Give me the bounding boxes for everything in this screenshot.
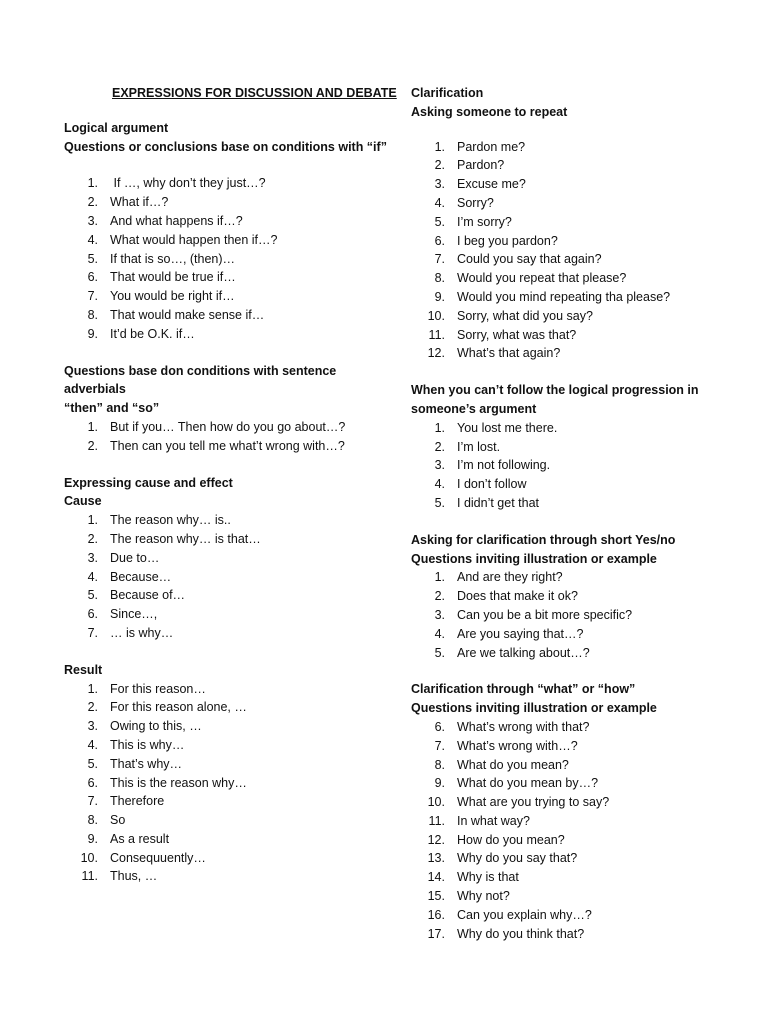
list-item — [64, 250, 399, 269]
list-item — [411, 793, 741, 812]
list-item-text: In what way? — [457, 813, 530, 828]
list-item — [411, 269, 741, 288]
list-item — [411, 288, 741, 307]
list-item-number: 7. — [87, 794, 98, 809]
list-item-text: And what happens if…? — [110, 213, 243, 228]
section-subheading: Asking someone to repeat — [411, 104, 568, 119]
list-item — [64, 437, 399, 456]
list-item — [411, 456, 741, 475]
list-item-text: Sorry? — [457, 195, 494, 210]
list-item — [64, 774, 399, 793]
list-item-text: If …, why don’t they just…? — [110, 176, 266, 191]
list-item-number: 15. — [427, 889, 445, 904]
list-item-text: What do you mean by…? — [457, 776, 599, 791]
list-item-text: Sorry, what did you say? — [457, 308, 593, 323]
list-item — [64, 849, 399, 868]
list-item-text: Since…, — [110, 607, 158, 622]
list-item — [64, 193, 399, 212]
list-item-text: For this reason… — [110, 681, 206, 696]
list-item-text: This is why… — [110, 737, 185, 752]
list-item-number: 2. — [87, 438, 98, 453]
list-item-text: I beg you pardon? — [457, 233, 558, 248]
list-item-number: 7. — [434, 738, 445, 753]
list-item-text: Does that make it ok? — [457, 589, 578, 604]
list-item — [64, 549, 399, 568]
list-item — [411, 175, 741, 194]
list-item-text: I’m lost. — [457, 439, 501, 454]
list-item — [411, 925, 741, 944]
list-item-text: Why do you say that? — [457, 851, 578, 866]
section-yes-no — [411, 531, 741, 663]
list-item-text: Can you be a bit more specific? — [457, 607, 633, 622]
list-item-text: I’m not following. — [457, 458, 551, 473]
list-item-number: 4. — [434, 626, 445, 641]
list-item-number: 1. — [434, 139, 445, 154]
list-item-text: What’s wrong with…? — [457, 738, 578, 753]
repeat-list — [411, 138, 741, 364]
list-item — [64, 568, 399, 587]
adverbials-list — [64, 418, 399, 456]
section-logical-argument — [64, 119, 399, 344]
list-item-number: 3. — [434, 607, 445, 622]
list-item-number: 4. — [87, 232, 98, 247]
list-item-number: 6. — [87, 270, 98, 285]
left-column — [64, 84, 399, 886]
list-item-text: What are you trying to say? — [457, 795, 610, 810]
list-item-number: 2. — [434, 158, 445, 173]
section-asking-to-repeat — [411, 84, 741, 363]
list-item-number: 9. — [87, 831, 98, 846]
list-item-number: 2. — [434, 589, 445, 604]
list-item — [411, 718, 741, 737]
section-subheading: Cause — [64, 494, 102, 509]
list-item — [411, 307, 741, 326]
list-item-text: What would happen then if…? — [110, 232, 278, 247]
list-item-number: 2. — [87, 700, 98, 715]
list-item-text: What do you mean? — [457, 757, 569, 772]
list-item — [64, 530, 399, 549]
list-item-number: 13. — [427, 851, 445, 866]
list-item-text: This is the reason why… — [110, 775, 247, 790]
list-item-text: That would be true if… — [110, 270, 236, 285]
list-item-text: Sorry, what was that? — [457, 327, 577, 342]
list-item-text: But if you… Then how do you go about…? — [110, 419, 346, 434]
list-item — [411, 812, 741, 831]
list-item — [411, 494, 741, 513]
list-item-text: So — [110, 813, 126, 828]
list-item-number: 11. — [81, 869, 98, 884]
list-item-text: Could you say that again? — [457, 252, 602, 267]
list-item-number: 1. — [87, 513, 98, 528]
list-item-number: 5. — [434, 495, 445, 510]
list-item-text: Therefore — [110, 794, 165, 809]
list-item-number: 7. — [87, 289, 98, 304]
list-item — [411, 906, 741, 925]
list-item-number: 4. — [434, 195, 445, 210]
list-item-text: You would be right if… — [110, 289, 235, 304]
whathow-list — [411, 718, 741, 944]
list-item-text: Would you mind repeating tha please? — [457, 289, 671, 304]
list-item-text: Consequuently… — [110, 850, 206, 865]
list-item — [64, 811, 399, 830]
list-item-text: The reason why… is.. — [110, 513, 231, 528]
section-heading-cont: someone’s argument — [411, 401, 537, 416]
list-item — [64, 325, 399, 344]
list-item — [64, 306, 399, 325]
list-item — [64, 231, 399, 250]
list-item-text: Can you explain why…? — [457, 907, 592, 922]
result-list — [64, 680, 399, 887]
list-item-number: 8. — [87, 813, 98, 828]
section-what-how — [411, 680, 741, 943]
list-item — [411, 756, 741, 775]
list-item — [411, 774, 741, 793]
section-heading: Questions base don conditions with sentence adverbials — [64, 363, 337, 397]
list-item — [64, 680, 399, 699]
list-item-text: If that is so…, (then)… — [110, 251, 236, 266]
list-item-number: 2. — [434, 439, 445, 454]
list-item-number: 8. — [434, 757, 445, 772]
section-heading: When you can’t follow the logical progression in — [411, 383, 699, 398]
list-item — [411, 606, 741, 625]
list-item-number: 5. — [87, 756, 98, 771]
list-item — [411, 438, 741, 457]
list-item — [411, 232, 741, 251]
list-item — [64, 418, 399, 437]
list-item-text: I didn’t get that — [457, 495, 540, 510]
list-item — [411, 419, 741, 438]
document-title: EXPRESSIONS FOR DISCUSSION AND DEBATE — [112, 86, 397, 100]
list-item-number: 1. — [87, 681, 98, 696]
list-item-number: 4. — [434, 477, 445, 492]
list-item-number: 5. — [434, 645, 445, 660]
list-item-text: Would you repeat that please? — [457, 271, 627, 286]
list-item-text: For this reason alone, … — [110, 700, 247, 715]
list-item-text: And are they right? — [457, 570, 563, 585]
list-item-number: 8. — [434, 271, 445, 286]
list-item — [64, 174, 399, 193]
list-item-number: 1. — [434, 420, 445, 435]
list-item — [411, 831, 741, 850]
list-item-text: Pardon me? — [457, 139, 526, 154]
list-item — [411, 250, 741, 269]
list-item-text: Why not? — [457, 889, 510, 904]
list-item-text: That would make sense if… — [110, 307, 265, 322]
list-item — [411, 849, 741, 868]
list-item — [411, 344, 741, 363]
list-item-number: 5. — [87, 588, 98, 603]
list-item-number: 4. — [87, 737, 98, 752]
list-item-number: 3. — [87, 719, 98, 734]
section-result — [64, 661, 399, 887]
section-sentence-adverbials — [64, 362, 399, 456]
list-item-text: Thus, … — [110, 869, 158, 884]
list-item — [64, 698, 399, 717]
list-item-text: Then can you tell me what’t wrong with…? — [110, 438, 345, 453]
list-item-number: 1. — [434, 570, 445, 585]
list-item — [64, 212, 399, 231]
list-item-text: Because of… — [110, 588, 186, 603]
section-heading: Clarification — [411, 86, 484, 100]
list-item-text: … is why… — [110, 625, 174, 640]
yesno-list — [411, 568, 741, 662]
list-item-number: 10. — [427, 795, 445, 810]
list-item-number: 7. — [434, 252, 445, 267]
list-item — [411, 213, 741, 232]
list-item-number: 5. — [87, 251, 98, 266]
list-item-number: 1. — [87, 419, 98, 434]
section-heading: Asking for clarification through short Yes/no — [411, 532, 676, 547]
list-item-text: You lost me there. — [457, 420, 558, 435]
list-item-text: I’m sorry? — [457, 214, 512, 229]
section-heading: Result — [64, 662, 103, 677]
list-item-number: 2. — [87, 531, 98, 546]
list-item-number: 3. — [87, 550, 98, 565]
list-item — [411, 868, 741, 887]
list-item — [411, 194, 741, 213]
list-item-number: 10. — [427, 308, 445, 323]
list-item-text: The reason why… is that… — [110, 531, 261, 546]
list-item-number: 10. — [80, 850, 98, 865]
section-heading-cont: “then” and “so” — [64, 401, 160, 416]
list-item-number: 6. — [434, 233, 445, 248]
list-item — [411, 326, 741, 345]
list-item-number: 9. — [434, 776, 445, 791]
list-item-number: 16. — [427, 907, 445, 922]
list-item-text: Are we talking about…? — [457, 645, 590, 660]
list-item — [64, 792, 399, 811]
section-subheading: Questions or conclusions base on conditions with “if” — [64, 139, 387, 154]
list-item — [411, 156, 741, 175]
list-item — [64, 287, 399, 306]
list-item-number: 6. — [87, 775, 98, 790]
list-item — [411, 737, 741, 756]
logical-list — [64, 174, 399, 343]
list-item-number: 11. — [428, 813, 445, 828]
list-item — [64, 624, 399, 643]
list-item-number: 2. — [87, 195, 98, 210]
section-heading: Clarification through “what” or “how” — [411, 682, 636, 697]
list-item — [64, 867, 399, 886]
list-item-text: Due to… — [110, 550, 160, 565]
list-item — [64, 586, 399, 605]
right-column — [411, 84, 741, 943]
list-item-number: 8. — [87, 307, 98, 322]
list-item-number: 6. — [87, 607, 98, 622]
list-item-text: What’s that again? — [457, 346, 561, 361]
list-item-number: 9. — [434, 289, 445, 304]
list-item-text: As a result — [110, 831, 170, 846]
list-item — [64, 717, 399, 736]
list-item — [64, 511, 399, 530]
list-item-number: 3. — [434, 458, 445, 473]
list-item-text: Are you saying that…? — [457, 626, 584, 641]
list-item-text: That’s why… — [110, 756, 183, 771]
section-cant-follow — [411, 381, 741, 513]
list-item-text: What if…? — [110, 195, 169, 210]
list-item — [64, 605, 399, 624]
list-item — [64, 736, 399, 755]
list-item — [64, 830, 399, 849]
list-item-text: I don’t follow — [457, 477, 527, 492]
lost-list — [411, 419, 741, 513]
list-item-number: 3. — [87, 213, 98, 228]
list-item — [411, 138, 741, 157]
section-subheading: Questions inviting illustration or example — [411, 701, 657, 716]
list-item-number: 17. — [427, 926, 445, 941]
list-item — [411, 644, 741, 663]
list-item — [411, 887, 741, 906]
list-item-number: 11. — [428, 327, 445, 342]
list-item-number: 14. — [427, 870, 445, 885]
list-item-text: What’s wrong with that? — [457, 719, 590, 734]
list-item — [411, 625, 741, 644]
list-item-number: 7. — [87, 625, 98, 640]
list-item-number: 9. — [87, 326, 98, 341]
list-item-number: 12. — [427, 832, 445, 847]
list-item-number: 12. — [427, 346, 445, 361]
list-item-number: 4. — [87, 569, 98, 584]
list-item-text: Owing to this, … — [110, 719, 202, 734]
list-item-number: 1. — [87, 176, 98, 191]
list-item-text: Pardon? — [457, 158, 505, 173]
list-item — [64, 268, 399, 287]
section-heading: Logical argument — [64, 120, 169, 135]
section-subheading: Questions inviting illustration or example — [411, 551, 657, 566]
list-item — [64, 755, 399, 774]
list-item — [411, 587, 741, 606]
list-item-text: Because… — [110, 569, 172, 584]
list-item — [411, 475, 741, 494]
list-item-number: 3. — [434, 177, 445, 192]
list-item-number: 5. — [434, 214, 445, 229]
list-item-text: How do you mean? — [457, 832, 565, 847]
cause-list — [64, 511, 399, 643]
list-item-text: Excuse me? — [457, 177, 526, 192]
section-heading: Expressing cause and effect — [64, 475, 233, 490]
list-item — [411, 568, 741, 587]
list-item-text: Why is that — [457, 870, 519, 885]
list-item-number: 6. — [434, 719, 445, 734]
list-item-text: It’d be O.K. if… — [110, 326, 195, 341]
section-cause — [64, 474, 399, 643]
list-item-text: Why do you think that? — [457, 926, 585, 941]
